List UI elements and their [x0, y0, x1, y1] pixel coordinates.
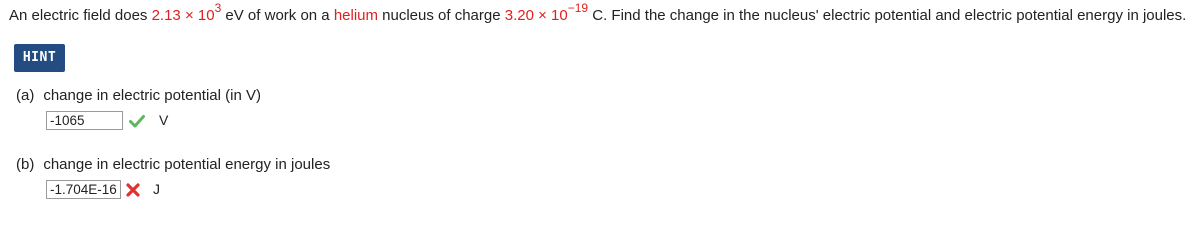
- part-a-label: [16, 86, 261, 106]
- part-b-letter: (b): [16, 156, 35, 173]
- part-a-answer-input[interactable]: -1065: [46, 111, 123, 130]
- part-b-answer-input[interactable]: -1.704E-16: [46, 180, 121, 199]
- problem-statement: [9, 1, 1194, 28]
- part-a-letter: (a): [16, 87, 35, 104]
- work-unit: eV of work on a: [221, 7, 334, 24]
- hint-button[interactable]: HINT: [14, 44, 65, 72]
- x-mark-icon: [125, 182, 141, 198]
- part-b-unit: J: [153, 181, 160, 197]
- part-b-question: change in electric potential energy in joules: [43, 156, 331, 173]
- problem-text-3: C. Find the change in the nucleus' electric potential and electric potential energy in joules.: [588, 7, 1187, 24]
- particle-name: helium: [333, 7, 378, 24]
- part-a-unit: V: [159, 112, 169, 128]
- charge-exponent: −19: [567, 1, 589, 15]
- part-b-label: [16, 155, 330, 175]
- problem-text-1: An electric field does: [9, 7, 152, 24]
- problem-text-2: nucleus of charge: [378, 7, 505, 24]
- work-value: $2.13 \times 10^3$: [151, 1, 222, 24]
- work-exponent: 3: [214, 1, 222, 15]
- checkmark-icon: [129, 113, 145, 129]
- part-a-question: change in electric potential (in V): [43, 87, 261, 104]
- charge-value: $3.20 \times 10^{-19}$: [504, 1, 589, 24]
